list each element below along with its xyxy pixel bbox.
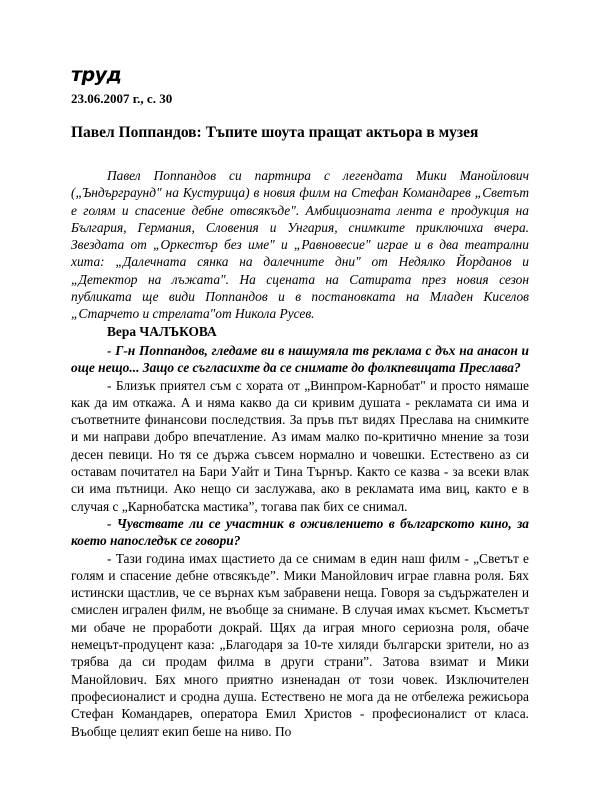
- interview-question-1: - Г-н Поппандов, гледаме ви в нашумяла тв реклама с дъх на анасон и още нещо... Защо се съгласихте да се снимате до фолкпевицата Преслава?: [71, 343, 529, 376]
- interview-question-2: - Чувствате ли се участник в оживлението в българското кино, за което напоследък се говори?: [71, 515, 529, 549]
- article-author: Вера ЧАЛЪКОВА: [107, 324, 217, 339]
- interview-answer-2: - Тази година имах щастието да се снимам в един наш филм - „Светът е голям и спасение дебне отвсякъде”. Мики Манойлович играе главна роля. Бях истински щастлив, че се върнах към забравени неща. Говоря за съдържателен и смислен игрален филм, не въобще за снимане. В случая имах късмет. Късметът ми обаче не проработи докрай. Щях да играя много сериозна роля, обаче немецът-продуцент каза: „Благодаря за 10-те хиляди български зрители, но аз трябва да си продам филма в други страни”. Затова взимат и Мики Манойлович. Бях много приятно изненадан от този човек. Изключителен професионалист и сродна душа. Естествено не мога да не отбележа режисьора Стефан Командарев, оператора Емил Христов - професионалист от класа. Въобще целият екип беше на ниво. По: [71, 550, 529, 739]
- publication-dateline: 23.06.2007 г., с. 30: [71, 91, 173, 106]
- newspaper-logo: труд: [71, 64, 122, 86]
- article-title: Павел Поппандов: Тъпите шоута пращат актьора в музея: [71, 124, 479, 141]
- interview-answer-1: - Близък приятел съм с хората от „Винпром-Карнобат" и просто нямаше как да им откажа. А и няма какво да си кривим душата - рекламата си има и съответните финансови последствия. За пръв път видях Преслава на снимките и ми направи добро впечатление. Аз имам малко по-критично мнение за този десен певици. Но тя се държа съвсем нормално и човешки. Естествено аз си оставам почитател на Бари Уайт и Тина Търнър. Както се казва - за всеки влак си има пътници. Ако нещо си заслужава, ако в рекламата има виц, както е в случая с „Карнобатска мастика”, тогава пак бих се снимал.: [71, 377, 529, 514]
- article-lede: Павел Поппандов си партнира с легендата Мики Манойлович („Ъндърграунд" на Кустурица) в новия филм на Стефан Командарев „Светът е голям и спасение дебне отвсякъде". Амбициозната лента е продукция на България, Германия, Словения и Унгария, снимките приключиха вчера. Звездата от „Оркестър без име" и „Равновесие" играе и в два театрални хита: „Далечната сянка на далечните дни" от Недялко Йорданов и „Детектор на лъжата". На сцената на Сатирата през новия сезон публиката ще види Поппандов и в постановката на Младен Киселов „Старчето и стрелата"от Никола Русев.: [71, 168, 529, 322]
- interview-body: [71, 342, 529, 740]
